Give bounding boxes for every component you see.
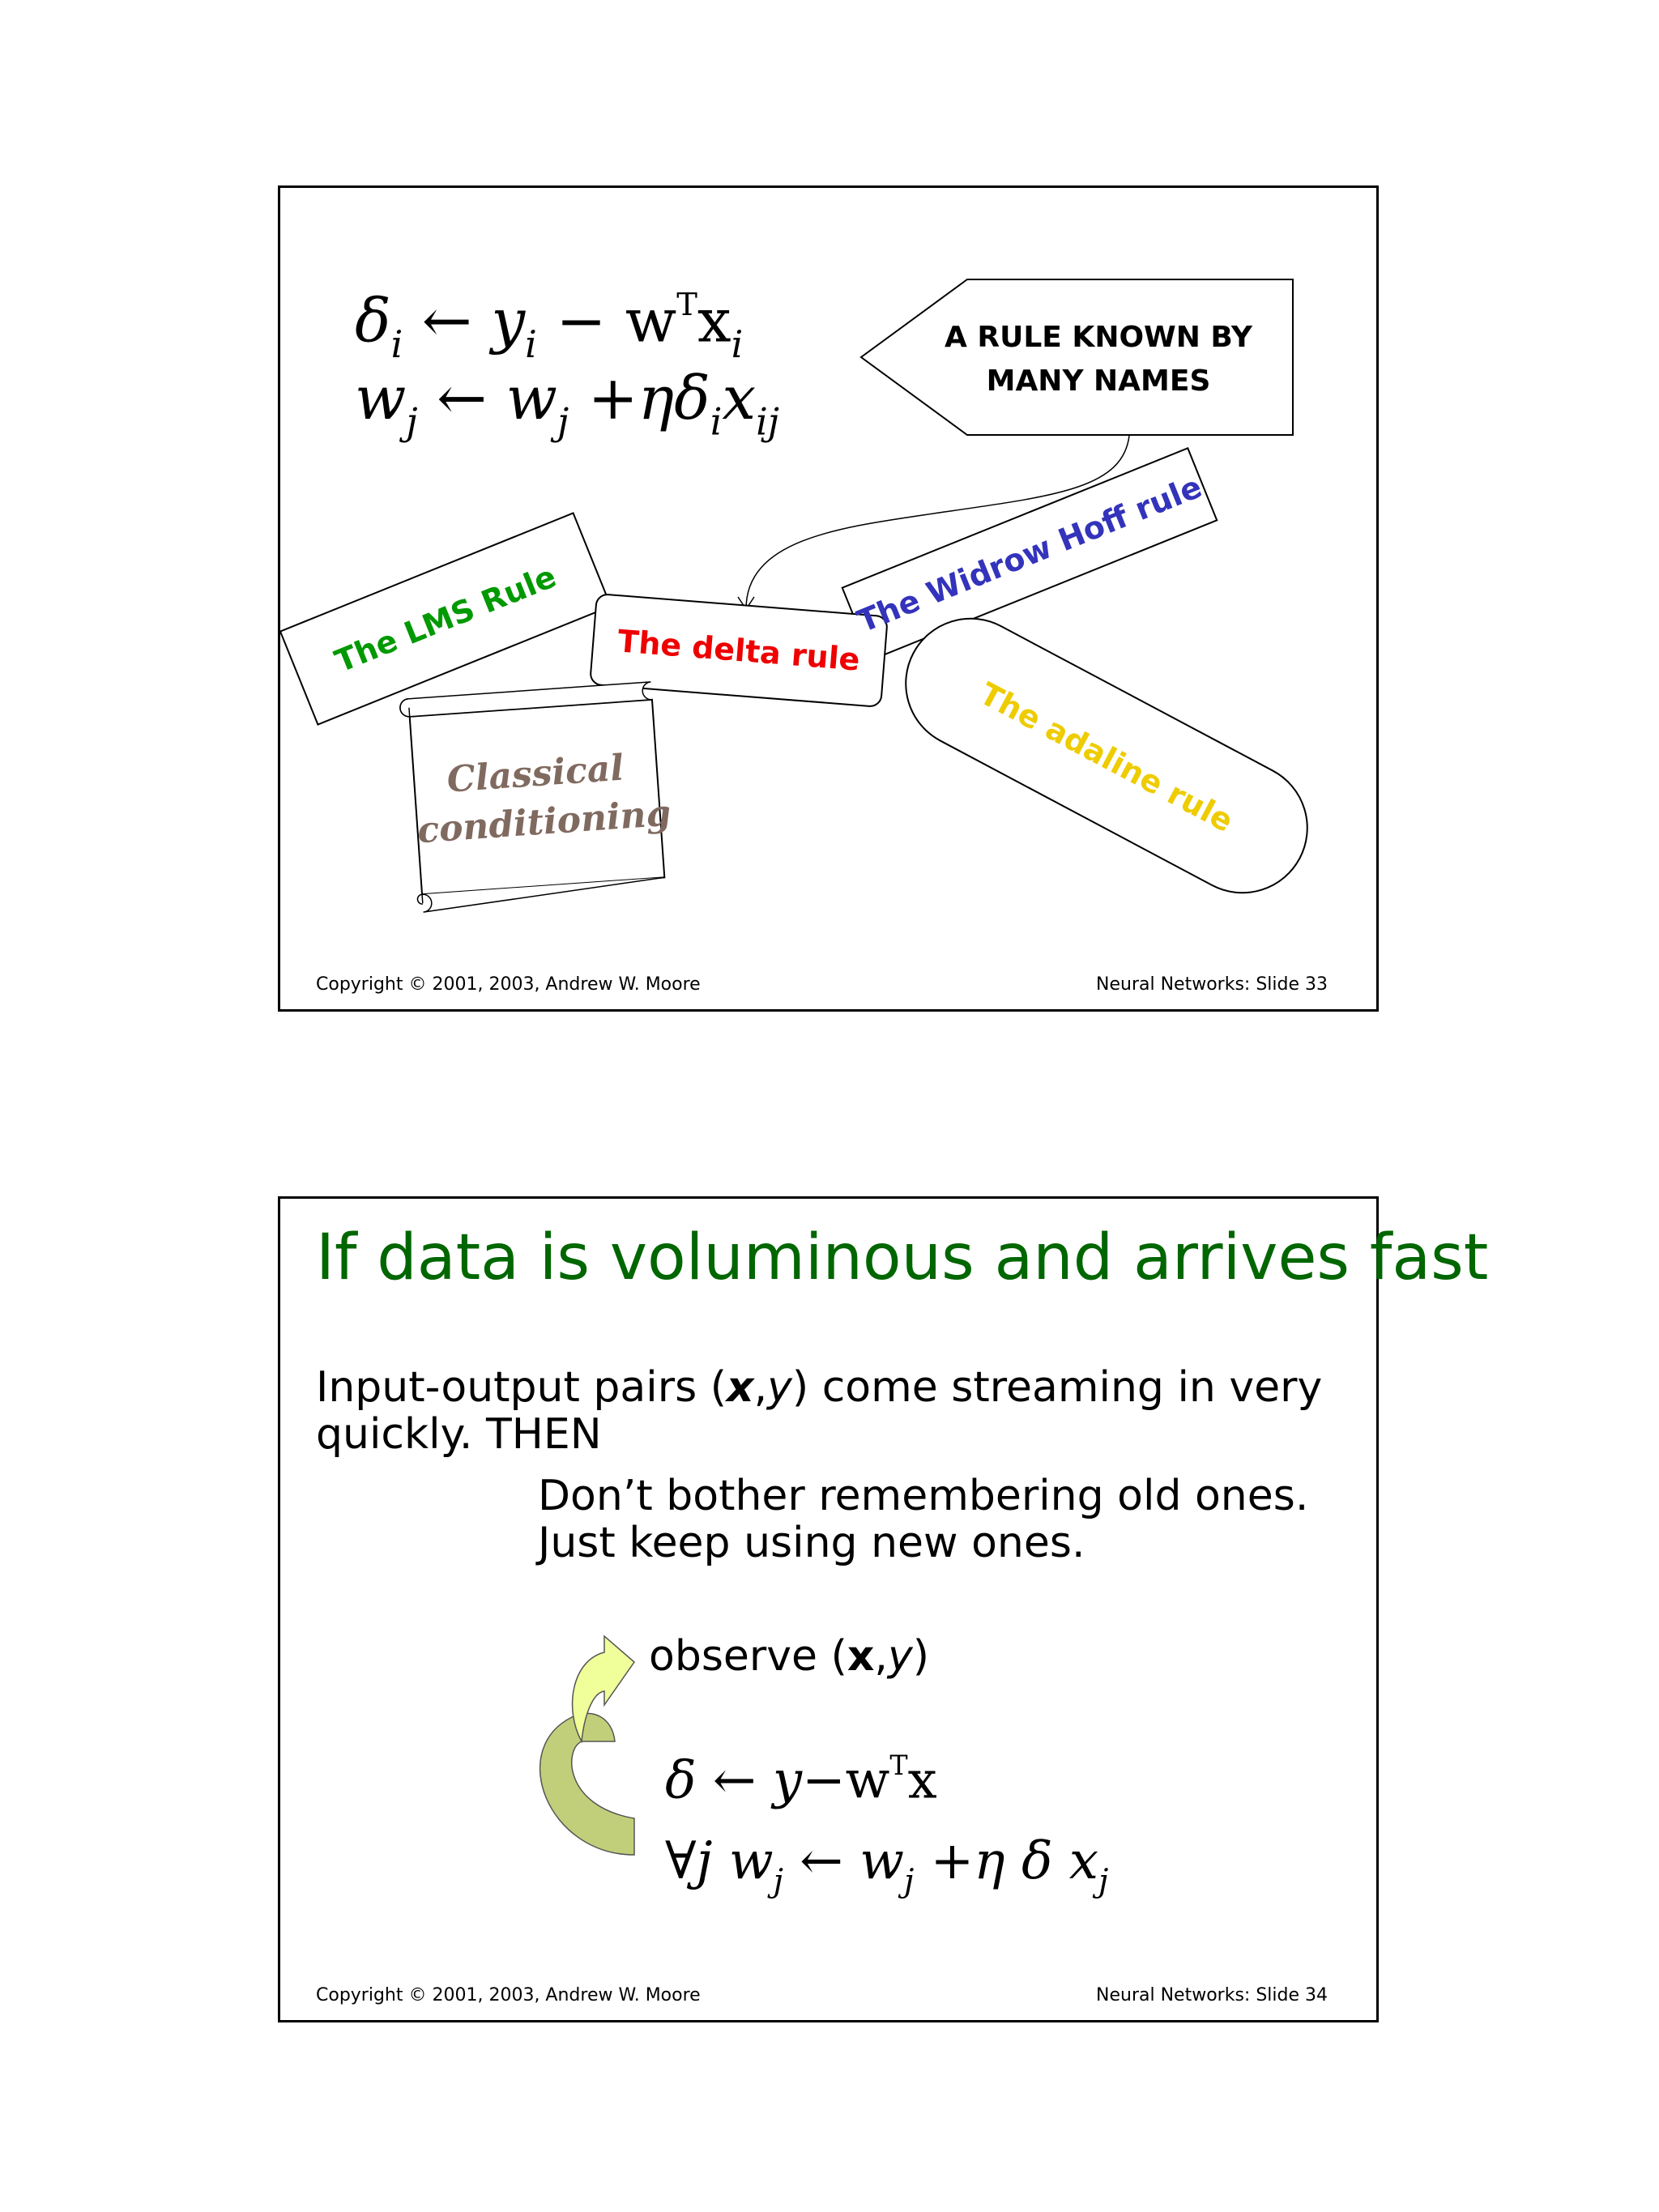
eta-symbol: η	[638, 364, 675, 433]
eta-symbol: η	[974, 1831, 1005, 1891]
transpose-T: T	[676, 287, 697, 323]
delta-symbol: δ	[665, 1750, 697, 1811]
slide-34-equation-2	[665, 1829, 1108, 1914]
assign-arrow: ←	[800, 1831, 843, 1891]
comma: ,	[753, 1363, 768, 1412]
delta-symbol: δ	[355, 286, 391, 356]
y-symbol: y	[491, 286, 526, 356]
body-text: Input-output pairs (	[316, 1363, 727, 1412]
observe-line	[649, 1633, 929, 1680]
assign-arrow: ←	[712, 1750, 757, 1811]
body-line-1	[316, 1364, 1322, 1411]
sub-i: i	[390, 322, 403, 366]
slide-33-copyright: Copyright © 2001, 2003, Andrew W. Moore	[316, 974, 701, 995]
y-italic: y	[887, 1632, 913, 1681]
forall-symbol: ∀	[665, 1831, 697, 1891]
y-symbol: y	[772, 1750, 802, 1811]
body-text: ) come streaming in very	[791, 1363, 1323, 1412]
slide-33-equation-2	[355, 362, 779, 458]
slide-34-equation-1	[665, 1733, 937, 1813]
observe-text: observe (	[649, 1632, 847, 1681]
w-symbol: w	[728, 1831, 774, 1891]
w-symbol: w	[845, 1750, 890, 1811]
transpose-T: T	[889, 1750, 908, 1781]
classical-line-1: Classical	[446, 747, 625, 801]
sub-j: j	[904, 1862, 915, 1900]
plus-sign: +	[587, 364, 638, 433]
minus-sign: −	[802, 1750, 846, 1811]
slide-33-number: Neural Networks: Slide 33	[1096, 974, 1328, 995]
callout-line-2: MANY NAMES	[986, 364, 1211, 398]
sub-ij: ij	[756, 399, 780, 444]
assign-arrow: ←	[421, 286, 472, 356]
sub-j: j	[557, 399, 569, 444]
body-line-3: Don’t bother remembering old ones.	[538, 1472, 1309, 1520]
widrow-hoff-rule-label: The Widrow Hoff rule	[852, 468, 1207, 640]
assign-arrow: ←	[437, 364, 488, 433]
x-bold: x	[727, 1363, 754, 1412]
body-line-4: Just keep using new ones.	[538, 1519, 1085, 1567]
slide-34-title: If data is voluminous and arrives fast	[316, 1221, 1489, 1294]
sub-i: i	[731, 322, 744, 366]
sub-j: j	[1098, 1862, 1109, 1900]
x-symbol: x	[722, 364, 757, 433]
callout-line-1: A RULE KNOWN BY	[945, 321, 1252, 354]
w-symbol: w	[355, 364, 407, 433]
slide-33	[278, 185, 1379, 1012]
sub-j: j	[406, 399, 418, 444]
observe-text: )	[912, 1632, 930, 1681]
lms-rule-label: The LMS Rule	[330, 558, 561, 680]
x-bold: x	[847, 1632, 875, 1681]
slide-34-copyright: Copyright © 2001, 2003, Andrew W. Moore	[316, 1985, 701, 2005]
sub-i: i	[525, 322, 537, 366]
comma: ,	[874, 1632, 888, 1681]
x-symbol: x	[907, 1750, 937, 1811]
slide-34	[278, 1196, 1489, 2022]
delta-rule-label: The delta rule	[616, 623, 862, 678]
w-symbol: w	[505, 364, 557, 433]
minus-sign: −	[556, 286, 607, 356]
adaline-rule-label: The adaline rule	[974, 676, 1239, 839]
delta-symbol: δ	[674, 364, 710, 433]
sub-j: j	[773, 1862, 783, 1900]
j-symbol: j	[696, 1831, 713, 1891]
w-symbol: w	[859, 1831, 904, 1891]
classical-line-2: conditioning	[416, 792, 672, 852]
w-symbol: w	[625, 286, 677, 356]
body-line-2: quickly. THEN	[316, 1410, 602, 1459]
callout-text	[928, 316, 1269, 403]
delta-symbol: δ	[1021, 1831, 1053, 1891]
slide-34-number: Neural Networks: Slide 34	[1096, 1985, 1328, 2005]
x-symbol: x	[697, 286, 731, 356]
classical-conditioning-label	[412, 742, 672, 856]
sub-i: i	[710, 399, 723, 444]
plus-sign: +	[930, 1831, 975, 1891]
loop-arrow-tail	[540, 1713, 634, 1855]
y-italic: y	[767, 1363, 792, 1412]
x-symbol: x	[1068, 1831, 1098, 1891]
